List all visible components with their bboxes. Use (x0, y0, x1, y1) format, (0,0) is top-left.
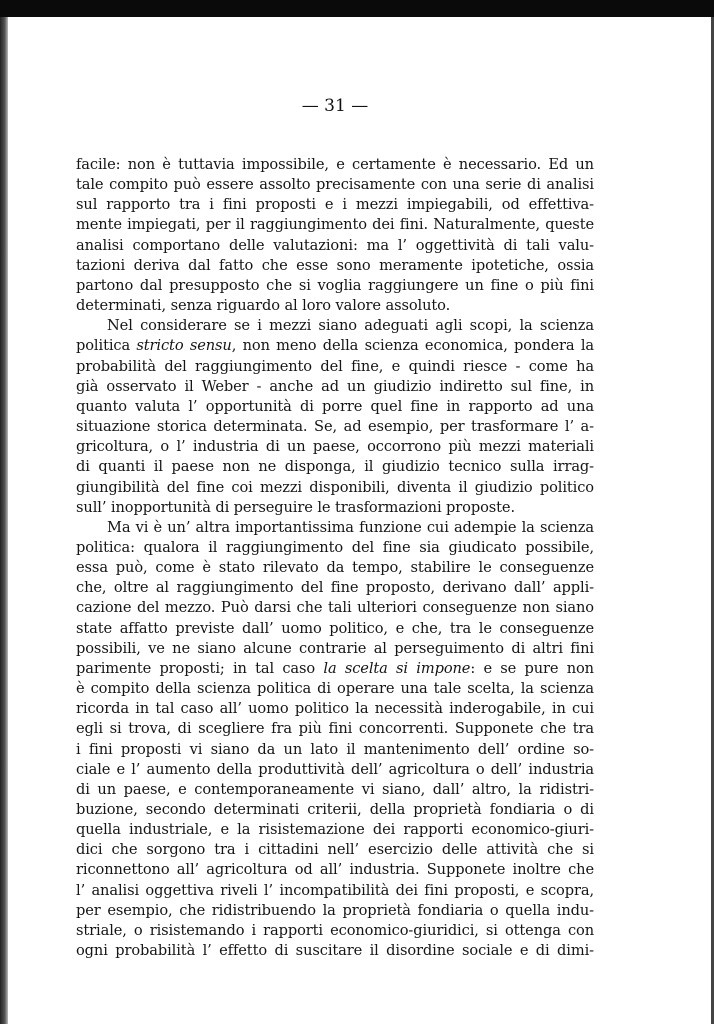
text-segment: partono dal presupposto che si voglia raggiungere un fine o più fini (76, 276, 594, 294)
italic-text: la scelta si impone (323, 659, 471, 677)
text-segment: quella industriale, e la risistemazione dei rapporti economico-giuri- (76, 821, 594, 839)
text-line (76, 639, 594, 659)
text-line (76, 155, 594, 175)
text-line (76, 558, 594, 578)
scan-top-border (0, 0, 714, 17)
text-segment: i fini proposti vi siano da un lato il mantenimento dell’ ordine so- (76, 740, 594, 758)
text-segment: di un paese, e contemporaneamente vi siano, dall’ altro, la ridistri- (76, 780, 594, 798)
text-segment: politica: qualora il raggiungimento del fine sia giudicato possibile, (76, 538, 594, 556)
text-segment: che, oltre al raggiungimento del fine proposto, derivano dall’ appli- (76, 579, 594, 597)
text-line (76, 860, 594, 880)
text-line (76, 256, 594, 276)
text-segment: buzione, secondo determinati criterii, della proprietà fondiaria o di (76, 801, 594, 818)
body-text (76, 155, 594, 961)
text-line (76, 518, 594, 538)
text-segment: tale compito può essere assolto precisamente con una serie di analisi (76, 176, 594, 194)
text-segment: situazione storica determinata. Se, ad esempio, per trasformare l’ a- (76, 418, 594, 436)
text-line (76, 699, 594, 719)
text-segment: è compito della scienza politica di operare una tale scelta, la scienza (76, 680, 594, 698)
text-segment: l’ analisi oggettiva riveli l’ incompatibilità dei fini proposti, e scopra, (76, 881, 594, 899)
text-segment: analisi comportano delle valutazioni: ma l’ oggettività di tali valu- (76, 236, 594, 254)
text-segment: egli si trova, di scegliere fra più fini concorrenti. Supponete che tra (76, 720, 594, 738)
text-line (76, 236, 594, 256)
text-line (76, 377, 594, 397)
text-line (76, 598, 594, 618)
text-line (76, 719, 594, 739)
text-segment: Ma vi è un’ altra importantissima funzione cui adempie la scienza (107, 518, 594, 536)
text-segment: essa può, come è stato rilevato da tempo, stabilire le conseguenze (76, 559, 594, 577)
text-line (76, 276, 594, 296)
text-line (76, 679, 594, 699)
text-segment: giungibilità del fine coi mezzi disponibili, diventa il giudizio politico (76, 478, 594, 496)
text-segment: state affatto previste dall’ uomo politico, e che, tra le conseguenze (76, 619, 594, 637)
text-segment: ricorda in tal caso all’ uomo politico la necessità inderogabile, in cui (76, 700, 594, 718)
text-line (76, 175, 594, 195)
text-line (76, 659, 594, 679)
text-segment: gricoltura, o l’ industria di un paese, occorrono più mezzi materiali (76, 438, 594, 456)
text-segment: , non meno della scienza economica, pondera la (231, 337, 594, 355)
text-segment: cazione del mezzo. Può darsi che tali ulteriori conseguenze non siano (76, 599, 594, 617)
text-line (76, 921, 594, 941)
text-line (76, 619, 594, 639)
text-line (76, 296, 594, 316)
text-segment: riconnettono all’ agricoltura od all’ industria. Supponete inoltre che (76, 861, 594, 879)
text-line (76, 941, 594, 961)
text-segment: politica (76, 337, 137, 355)
text-segment: facile: non è tuttavia impossibile, e certamente è necessario. Ed un (76, 156, 594, 173)
text-line (76, 820, 594, 840)
text-segment: di quanti il paese non ne disponga, il giudizio tecnico sulla irrag- (76, 458, 594, 476)
text-segment: tazioni deriva dal fatto che esse sono meramente ipotetiche, ossia (76, 256, 594, 274)
text-segment: già osservato il Weber - anche ad un giudizio indiretto sul fine, in (76, 377, 594, 395)
text-line (76, 437, 594, 457)
text-segment: sull’ inopportunità di perseguire le trasformazioni proposte. (76, 498, 516, 516)
text-line (76, 357, 594, 377)
text-segment: mente impiegati, per il raggiungimento dei fini. Naturalmente, queste (76, 216, 594, 234)
text-segment: dici che sorgono tra i cittadini nell’ esercizio delle attività che si (76, 841, 594, 859)
text-segment: Nel considerare se i mezzi siano adeguati agli scopi, la scienza (107, 317, 594, 335)
text-line (76, 740, 594, 760)
text-segment: sul rapporto tra i fini proposti e i mezzi impiegabili, od effettiva- (76, 196, 594, 214)
text-line (76, 780, 594, 800)
text-line (76, 760, 594, 780)
text-segment: ogni probabilità l’ effetto di suscitare il disordine sociale e di dimi- (76, 942, 594, 960)
text-segment: : e se pure non (470, 659, 594, 677)
text-line (76, 316, 594, 336)
text-line (76, 800, 594, 820)
text-line (76, 215, 594, 235)
text-segment: probabilità del raggiungimento del fine, e quindi riesce - come ha (76, 357, 594, 375)
text-line (76, 498, 594, 518)
text-segment: determinati, senza riguardo al loro valore assoluto. (76, 297, 451, 315)
text-line (76, 417, 594, 437)
text-line (76, 840, 594, 860)
text-line (76, 336, 594, 356)
text-line (76, 397, 594, 417)
text-line (76, 478, 594, 498)
page-number: — 31 — (301, 96, 369, 116)
text-segment: per esempio, che ridistribuendo la proprietà fondiaria o quella indu- (76, 901, 594, 919)
text-segment: ciale e l’ aumento della produttività dell’ agricoltura o dell’ industria (76, 760, 594, 778)
text-line (76, 195, 594, 215)
text-line (76, 881, 594, 901)
italic-text: stricto sensu (136, 337, 232, 355)
text-segment: parimente proposti; in tal caso (76, 659, 324, 677)
text-line (76, 901, 594, 921)
text-line (76, 538, 594, 558)
text-segment: possibili, ve ne siano alcune contrarie al perseguimento di altri fini (76, 639, 594, 657)
scan-left-edge (0, 17, 8, 1024)
text-segment: quanto valuta l’ opportunità di porre quel fine in rapporto ad una (76, 397, 594, 415)
text-segment: striale, o risistemando i rapporti economico-giuridici, si ottenga con (76, 921, 594, 939)
text-line (76, 578, 594, 598)
text-line (76, 457, 594, 477)
